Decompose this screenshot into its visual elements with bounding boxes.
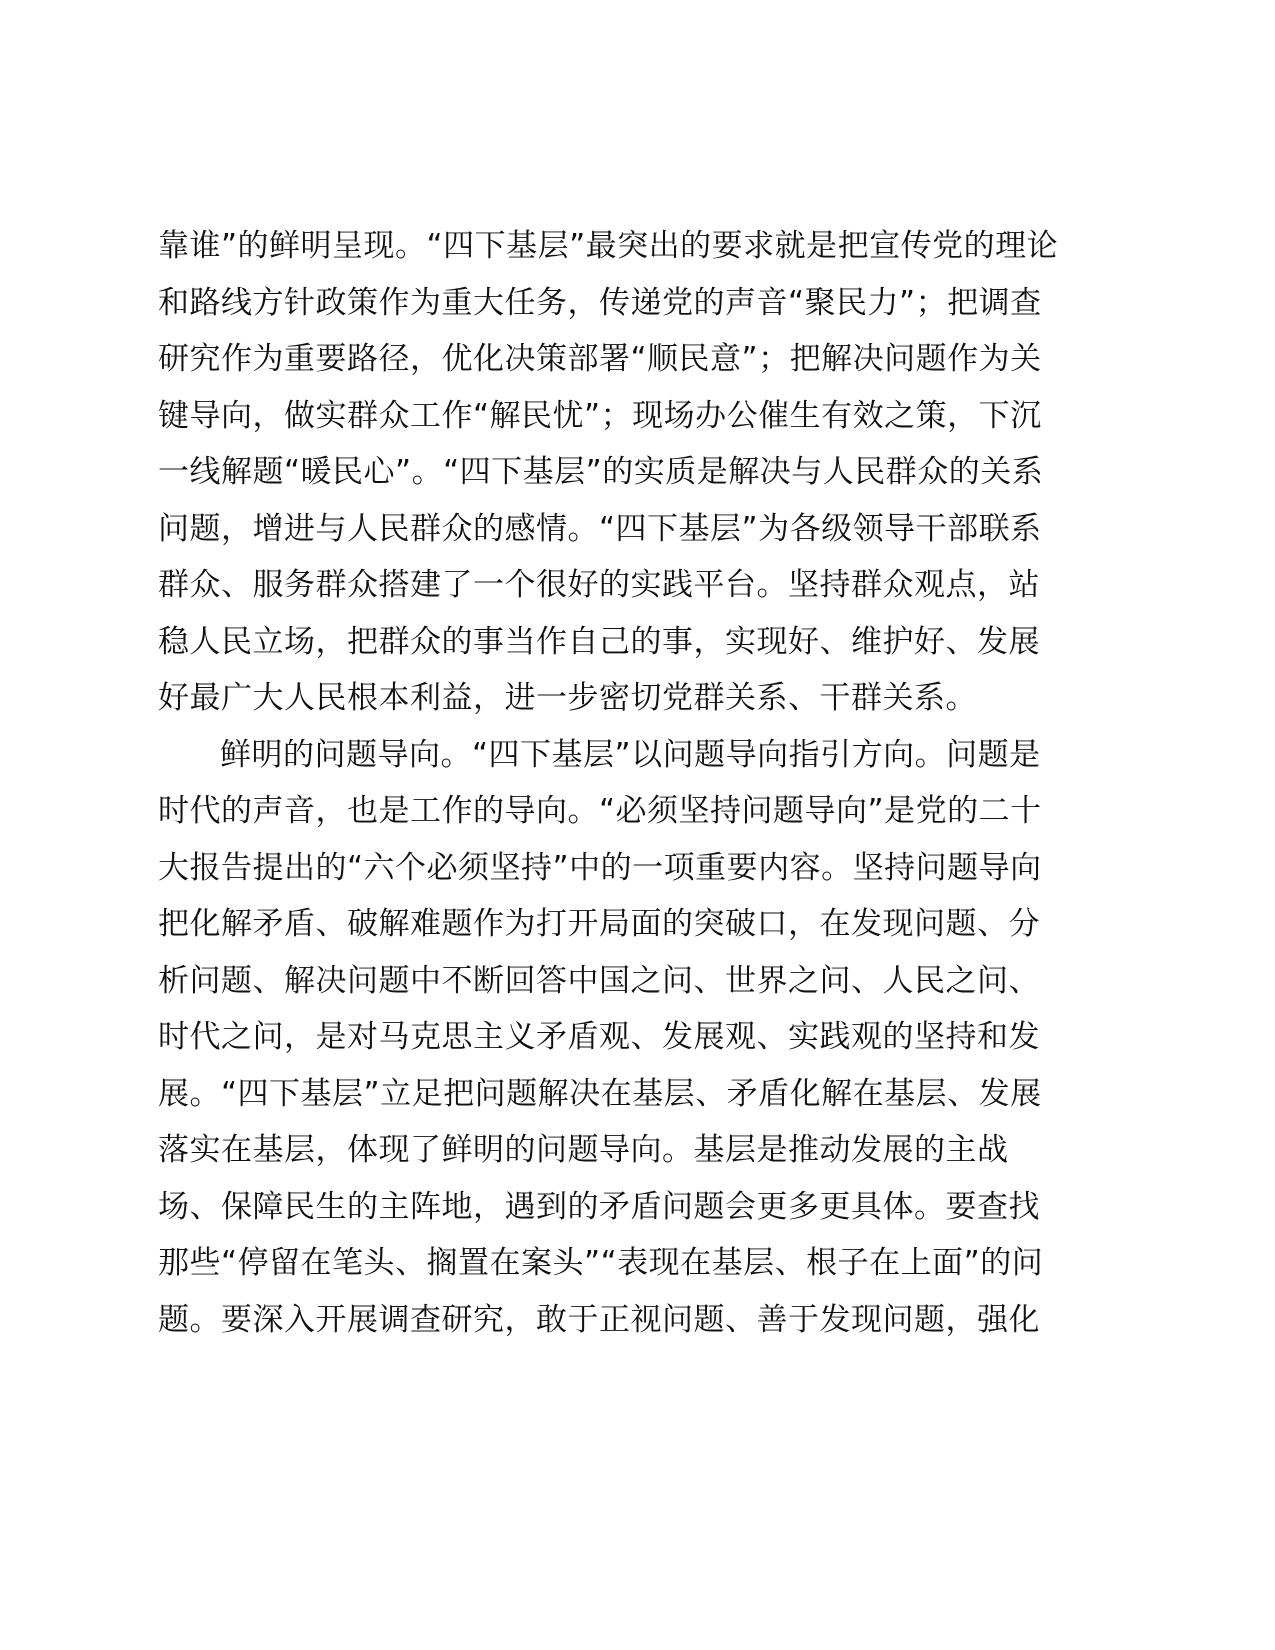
text-line: 把化解矛盾、破解难题作为打开局面的突破口，在发现问题、分 — [158, 906, 1040, 942]
text-line: 展。“四下基层”立足把问题解决在基层、矛盾化解在基层、发展 — [158, 1075, 1042, 1112]
text-line: 键导向，做实群众工作“解民忧”；现场办公催生有效之策，下沉 — [158, 397, 1042, 434]
text-line: 群众、服务群众搭建了一个很好的实践平台。坚持群众观点，站 — [158, 567, 1040, 603]
text-line: 题。要深入开展调查研究，敢于正视问题、善于发现问题，强化 — [158, 1301, 1040, 1338]
text-line: 靠谁”的鲜明呈现。“四下基层”最突出的要求就是把宣传党的理论 — [158, 228, 1059, 264]
text-line: 落实在基层，体现了鲜明的问题导向。基层是推动发展的主战 — [158, 1132, 1009, 1168]
text-line: 那些“停留在笔头、搁置在案头”“表现在基层、根子在上面”的问 — [158, 1245, 1044, 1281]
text-line: 大报告提出的“六个必须坚持”中的一项重要内容。坚持问题导向 — [158, 849, 1042, 886]
text-line: 稳人民立场，把群众的事当作自己的事，实现好、维护好、发展 — [158, 623, 1040, 660]
text-line: 时代之问，是对马克思主义矛盾观、发展观、实践观的坚持和发 — [158, 1019, 1040, 1055]
body-text — [158, 218, 1118, 1348]
text-line: 场、保障民生的主阵地，遇到的矛盾问题会更多更具体。要查找 — [158, 1188, 1040, 1225]
text-line: 问题，增进与人民群众的感情。“四下基层”为各级领导干部联系 — [158, 510, 1042, 547]
text-line: 研究作为重要路径，优化决策部署“顺民意”；把解决问题作为关 — [158, 341, 1042, 377]
text-line: 析问题、解决问题中不断回答中国之问、世界之问、人民之问、 — [158, 962, 1040, 999]
text-line: 时代的声音，也是工作的导向。“必须坚持问题导向”是党的二十 — [158, 793, 1042, 829]
paragraph-start-line: 鲜明的问题导向。“四下基层”以问题导向指引方向。问题是 — [220, 736, 1041, 773]
text-line: 和路线方针政策作为重大任务，传递党的声音“聚民力”；把调查 — [158, 284, 1042, 321]
text-line: 好最广大人民根本利益，进一步密切党群关系、干群关系。 — [158, 680, 977, 716]
text-line: 一线解题“暖民心”。“四下基层”的实质是解决与人民群众的关系 — [158, 454, 1044, 490]
